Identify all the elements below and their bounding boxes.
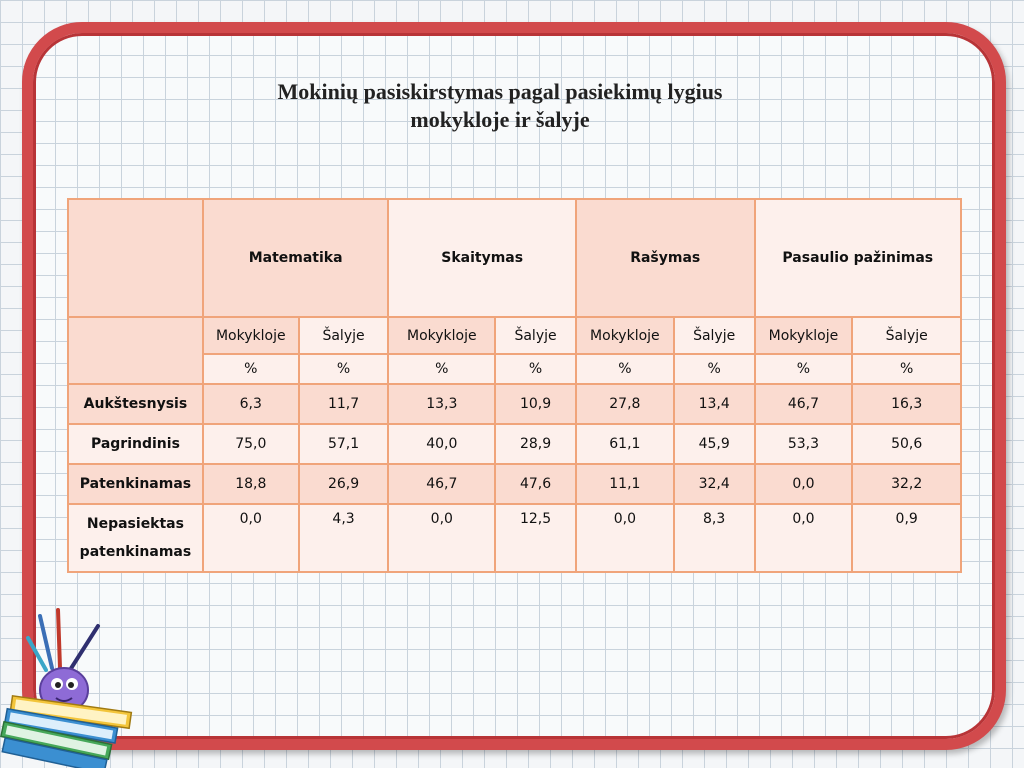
empty-label-cell (68, 317, 203, 384)
sub-header: Šalyje (674, 317, 755, 354)
table-cell: 6,3 (203, 384, 299, 424)
unit-cell: % (674, 354, 755, 384)
table-cell: 13,4 (674, 384, 755, 424)
subject-header: Pasaulio pažinimas (755, 199, 961, 317)
sub-header: Mokykloje (203, 317, 299, 354)
sub-header: Šalyje (299, 317, 389, 354)
table-cell: 0,0 (755, 504, 853, 572)
table-cell: 61,1 (576, 424, 674, 464)
table-cell: 12,5 (495, 504, 576, 572)
table-cell: 10,9 (495, 384, 576, 424)
table-cell: 26,9 (299, 464, 389, 504)
table-cell: 0,0 (755, 464, 853, 504)
table-cell: 0,0 (388, 504, 495, 572)
row-label-line-1: Nepasiektas (86, 516, 184, 532)
achievement-table (67, 198, 962, 573)
sub-header: Šalyje (852, 317, 961, 354)
table-cell: 46,7 (388, 464, 495, 504)
subject-header: Skaitymas (388, 199, 576, 317)
sub-header: Mokykloje (755, 317, 853, 354)
sub-header: Šalyje (495, 317, 576, 354)
books-and-pencil-cup-icon (0, 608, 140, 768)
table-cell: 40,0 (388, 424, 495, 464)
unit-cell: % (388, 354, 495, 384)
table-row (68, 464, 961, 504)
table-cell: 8,3 (674, 504, 755, 572)
table-cell: 11,7 (299, 384, 389, 424)
row-label: Pagrindinis (68, 424, 203, 464)
table-cell: 46,7 (755, 384, 853, 424)
table-cell: 50,6 (852, 424, 961, 464)
table-row (68, 384, 961, 424)
row-label (68, 504, 203, 572)
table-cell: 47,6 (495, 464, 576, 504)
table-cell: 32,2 (852, 464, 961, 504)
slide-title (0, 78, 1000, 134)
table-cell: 4,3 (299, 504, 389, 572)
table-cell: 57,1 (299, 424, 389, 464)
row-label: Patenkinamas (68, 464, 203, 504)
table-cell: 53,3 (755, 424, 853, 464)
subject-header: Rašymas (576, 199, 755, 317)
table-cell: 11,1 (576, 464, 674, 504)
table-cell: 0,9 (852, 504, 961, 572)
unit-cell: % (203, 354, 299, 384)
sub-header: Mokykloje (388, 317, 495, 354)
table-cell: 16,3 (852, 384, 961, 424)
unit-cell: % (852, 354, 961, 384)
table-cell: 45,9 (674, 424, 755, 464)
table-cell: 75,0 (203, 424, 299, 464)
title-line-1: Mokinių pasiskirstymas pagal pasiekimų lygius (277, 79, 723, 104)
table-cell: 0,0 (203, 504, 299, 572)
table-cell: 27,8 (576, 384, 674, 424)
table-row (68, 424, 961, 464)
sub-header: Mokykloje (576, 317, 674, 354)
unit-cell: % (755, 354, 853, 384)
unit-cell: % (495, 354, 576, 384)
row-label-line-2: patenkinamas (79, 544, 192, 560)
subject-header: Matematika (203, 199, 389, 317)
table-cell: 13,3 (388, 384, 495, 424)
table-cell: 0,0 (576, 504, 674, 572)
table-row (68, 504, 961, 572)
table-cell: 18,8 (203, 464, 299, 504)
title-line-2: mokykloje ir šalyje (410, 107, 590, 132)
unit-cell: % (299, 354, 389, 384)
unit-cell: % (576, 354, 674, 384)
table-cell: 28,9 (495, 424, 576, 464)
row-label: Aukštesnysis (68, 384, 203, 424)
table-cell: 32,4 (674, 464, 755, 504)
corner-cell (68, 199, 203, 317)
